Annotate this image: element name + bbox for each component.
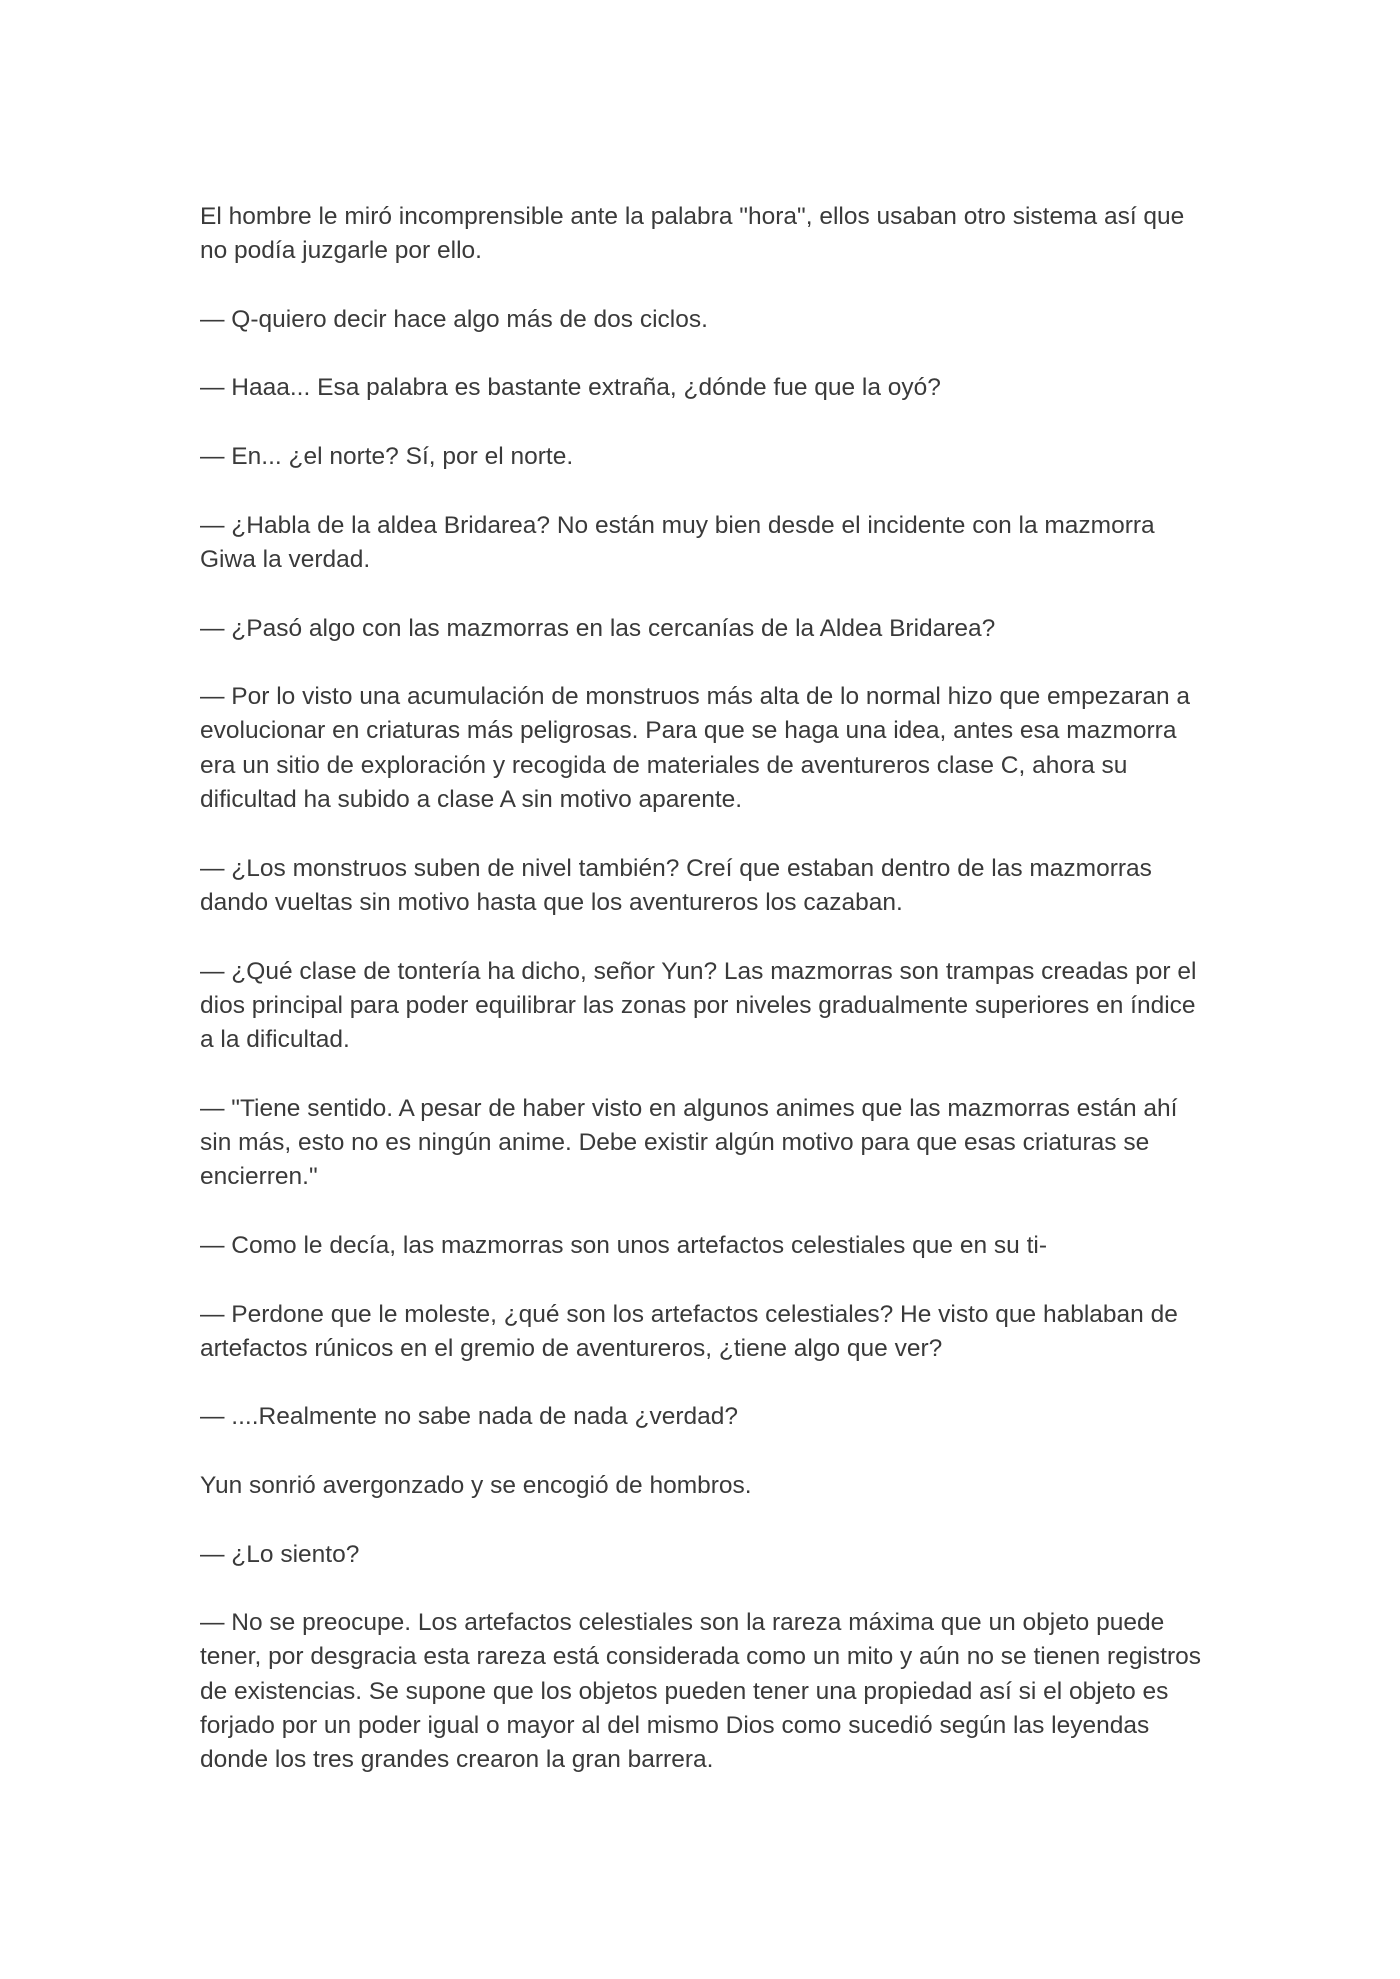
paragraph-3: — Haaa... Esa palabra es bastante extraña, ¿dónde fue que la oyó? [200, 374, 941, 402]
paragraph-5: — ¿Habla de la aldea Bridarea? No están muy bien desde el incidente con la mazmorra Giwa la verdad. [200, 511, 1155, 573]
paragraph-2: — Q-quiero decir hace algo más de dos ciclos. [200, 305, 708, 333]
paragraph-8: — ¿Los monstruos suben de nivel también? Creí que estaban dentro de las mazmorras dando vueltas sin motivo hasta que los aventureros los cazaban. [200, 854, 1152, 916]
paragraph-7: — Por lo visto una acumulación de monstruos más alta de lo normal hizo que empezaran a evolucionar en criaturas más peligrosas. Para que se haga una idea, antes esa mazmorra era un sitio de exploración y recogida de materiales de aventureros clase C, ahora su dificultad ha subido a clase A sin motivo aparente. [200, 683, 1191, 814]
paragraph-10: — "Tiene sentido. A pesar de haber visto en algunos animes que las mazmorras están ahí sin más, esto no es ningún anime. Debe existir algún motivo para que esas criaturas se encierren." [200, 1094, 1178, 1191]
paragraph-1: El hombre le miró incomprensible ante la palabra "hora", ellos usaban otro sistema así que no podía juzgarle por ello. [200, 203, 1185, 265]
paragraph-13: — ....Realmente no sabe nada de nada ¿verdad? [200, 1403, 738, 1431]
paragraph-11: — Como le decía, las mazmorras son unos artefactos celestiales que en su ti- [200, 1231, 1047, 1259]
paragraph-9: — ¿Qué clase de tontería ha dicho, señor Yun? Las mazmorras son trampas creadas por el dios principal para poder equilibrar las zonas por niveles gradualmente superiores en índice a la dificultad. [200, 957, 1197, 1054]
paragraph-4: — En... ¿el norte? Sí, por el norte. [200, 443, 574, 471]
document-page [200, 200, 1210, 1812]
paragraph-12: — Perdone que le moleste, ¿qué son los artefactos celestiales? He visto que hablaban de artefactos rúnicos en el gremio de aventureros, ¿tiene algo que ver? [200, 1300, 1178, 1362]
paragraph-6: — ¿Pasó algo con las mazmorras en las cercanías de la Aldea Bridarea? [200, 614, 996, 642]
paragraph-15: — ¿Lo siento? [200, 1540, 360, 1568]
paragraph-16: — No se preocupe. Los artefactos celestiales son la rareza máxima que un objeto puede tener, por desgracia esta rareza está considerada como un mito y aún no se tienen registros de existencias. Se supone que los objetos pueden tener una propiedad así si el objeto es forjado por un poder igual o mayor al del mismo Dios como sucedió según las leyendas donde los tres grandes crearon la gran barrera. [200, 1609, 1201, 1774]
paragraph-14: Yun sonrió avergonzado y se encogió de hombros. [200, 1471, 752, 1499]
